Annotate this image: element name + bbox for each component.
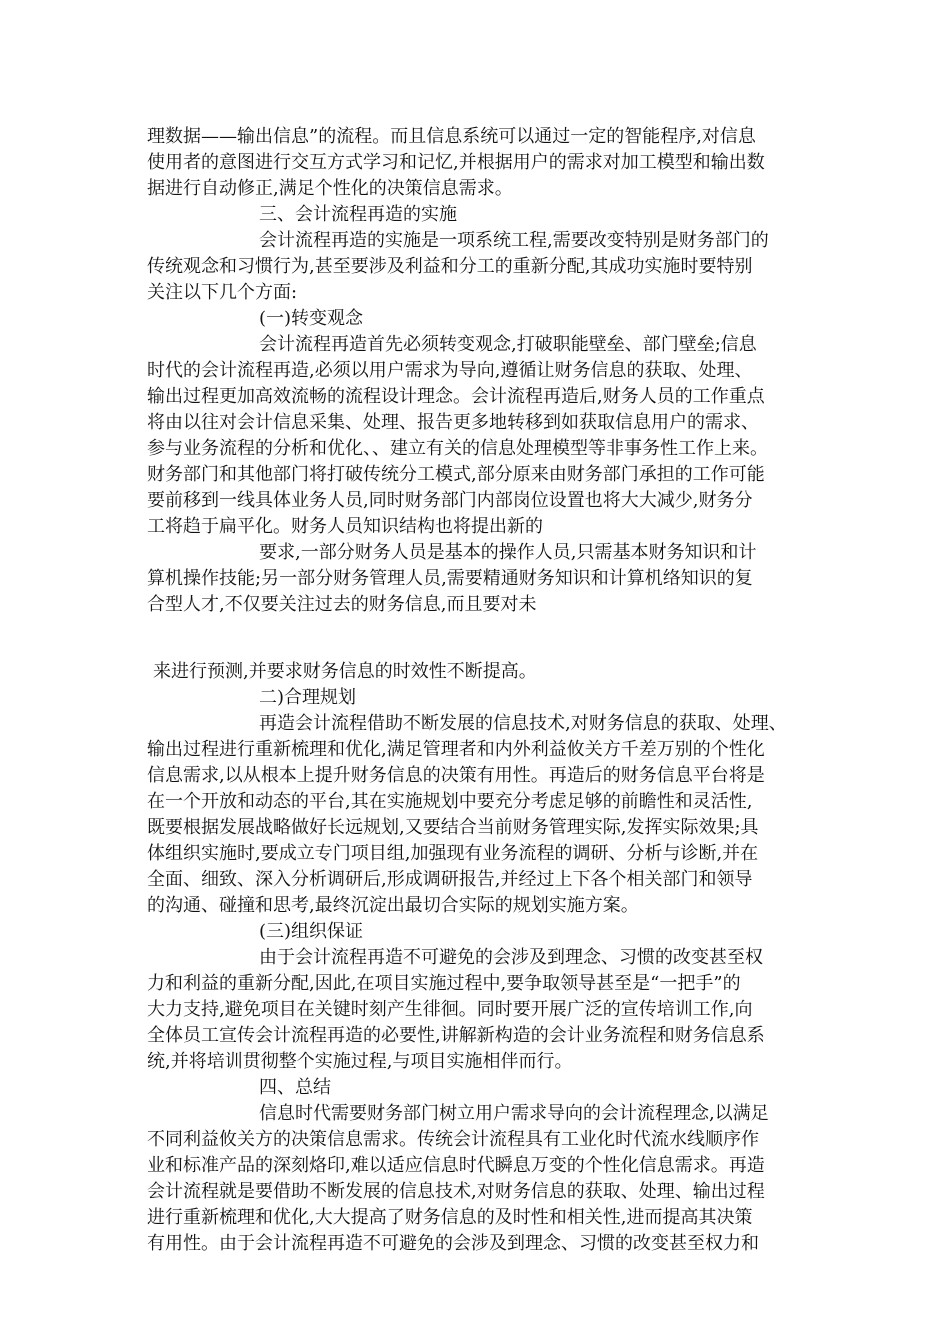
text-line: 使用者的意图进行交互方式学习和记忆,并根据用户的需求对加工模型和输出数 <box>147 152 765 173</box>
text-line: 由于会计流程再造不可避免的会涉及到理念、习惯的改变甚至权 <box>259 947 763 968</box>
text-line: 传统观念和习惯行为,甚至要涉及利益和分工的重新分配,其成功实施时要特别 <box>147 256 753 277</box>
text-line: 会计流程就是要借助不断发展的信息技术,对财务信息的获取、处理、输出过程 <box>147 1181 765 1202</box>
text-line: 要前移到一线具体业务人员,同时财务部门内部岗位设置也将大大减少,财务分 <box>147 490 753 511</box>
subsection-heading: 二)合理规划 <box>259 687 357 708</box>
text-line: 将由以往对会计信息采集、处理、报告更多地转移到如获取信息用户的需求、 <box>147 412 759 433</box>
text-line: 体组织实施时,要成立专门项目组,加强现有业务流程的调研、分析与诊断,并在 <box>147 843 759 864</box>
text-line: 不同利益攸关方的决策信息需求。传统会计流程具有工业化时代流水线顺序作 <box>147 1129 759 1150</box>
text-line: 输出过程进行重新梳理和优化,满足管理者和内外利益攸关方千差万别的个性化 <box>147 739 765 760</box>
text-line: 要求,一部分财务人员是基本的操作人员,只需基本财务知识和计 <box>259 542 757 563</box>
text-line: 关注以下几个方面: <box>147 282 298 303</box>
text-line: 进行重新梳理和优化,大大提高了财务信息的及时性和相关性,进而提高其决策 <box>147 1207 753 1228</box>
text-line: 再造会计流程借助不断发展的信息技术,对财务信息的获取、处理、 <box>259 713 787 734</box>
text-line: 的沟通、碰撞和思考,最终沉淀出最切合实际的规划实施方案。 <box>147 895 639 916</box>
text-line: 会计流程再造的实施是一项系统工程,需要改变特别是财务部门的 <box>259 230 769 251</box>
text-line: 工将趋于扁平化。财务人员知识结构也将提出新的 <box>147 516 543 537</box>
text-line: 输出过程更加高效流畅的流程设计理念。会计流程再造后,财务人员的工作重点 <box>147 386 765 407</box>
text-line: 大力支持,避免项目在关键时刻产生徘徊。同时要开展广泛的宣传培训工作,向 <box>147 999 753 1020</box>
text-line: 算机操作技能;另一部分财务管理人员,需要精通财务知识和计算机络知识的复 <box>147 568 753 589</box>
text-line: 全体员工宣传会计流程再造的必要性,讲解新构造的会计业务流程和财务信息系 <box>147 1025 765 1046</box>
section-heading: 四、总结 <box>259 1077 331 1098</box>
text-line: 有用性。由于会计流程再造不可避免的会涉及到理念、习惯的改变甚至权力和 <box>147 1233 759 1254</box>
text-line: 据进行自动修正,满足个性化的决策信息需求。 <box>147 178 513 199</box>
subsection-heading: (一)转变观念 <box>259 308 364 329</box>
text-line: 会计流程再造首先必须转变观念,打破职能壁垒、部门壁垒;信息 <box>259 334 757 355</box>
text-line: 全面、细致、深入分析调研后,形成调研报告,并经过上下各个相关部门和领导 <box>147 869 753 890</box>
text-line: 理数据——输出信息”的流程。而且信息系统可以通过一定的智能程序,对信息 <box>147 126 756 147</box>
text-line: 信息需求,以从根本上提升财务信息的决策有用性。再造后的财务信息平台将是 <box>147 765 765 786</box>
text-line: 参与业务流程的分析和优化、、建立有关的信息处理模型等非事务性工作上来。 <box>147 438 768 459</box>
subsection-heading: (三)组织保证 <box>259 921 364 942</box>
text-line: 信息时代需要财务部门树立用户需求导向的会计流程理念,以满足 <box>259 1103 769 1124</box>
text-line: 来进行预测,并要求财务信息的时效性不断提高。 <box>153 661 537 682</box>
text-line: 合型人才,不仅要关注过去的财务信息,而且要对未 <box>147 594 537 615</box>
text-line: 在一个开放和动态的平台,其在实施规划中要充分考虑足够的前瞻性和灵活性, <box>147 791 753 812</box>
text-line: 时代的会计流程再造,必须以用户需求为导向,遵循让财务信息的获取、处理、 <box>147 360 753 381</box>
text-line: 业和标准产品的深刻烙印,难以适应信息时代瞬息万变的个性化信息需求。再造 <box>147 1155 765 1176</box>
text-line: 统,并将培训贯彻整个实施过程,与项目实施相伴而行。 <box>147 1051 573 1072</box>
text-line: 财务部门和其他部门将打破传统分工模式,部分原来由财务部门承担的工作可能 <box>147 464 765 485</box>
section-heading: 三、会计流程再造的实施 <box>259 204 457 225</box>
text-line: 力和利益的重新分配,因此,在项目实施过程中,要争取领导甚至是“一把手”的 <box>147 973 741 994</box>
text-line: 既要根据发展战略做好长远规划,又要结合当前财务管理实际,发挥实际效果;具 <box>147 817 759 838</box>
